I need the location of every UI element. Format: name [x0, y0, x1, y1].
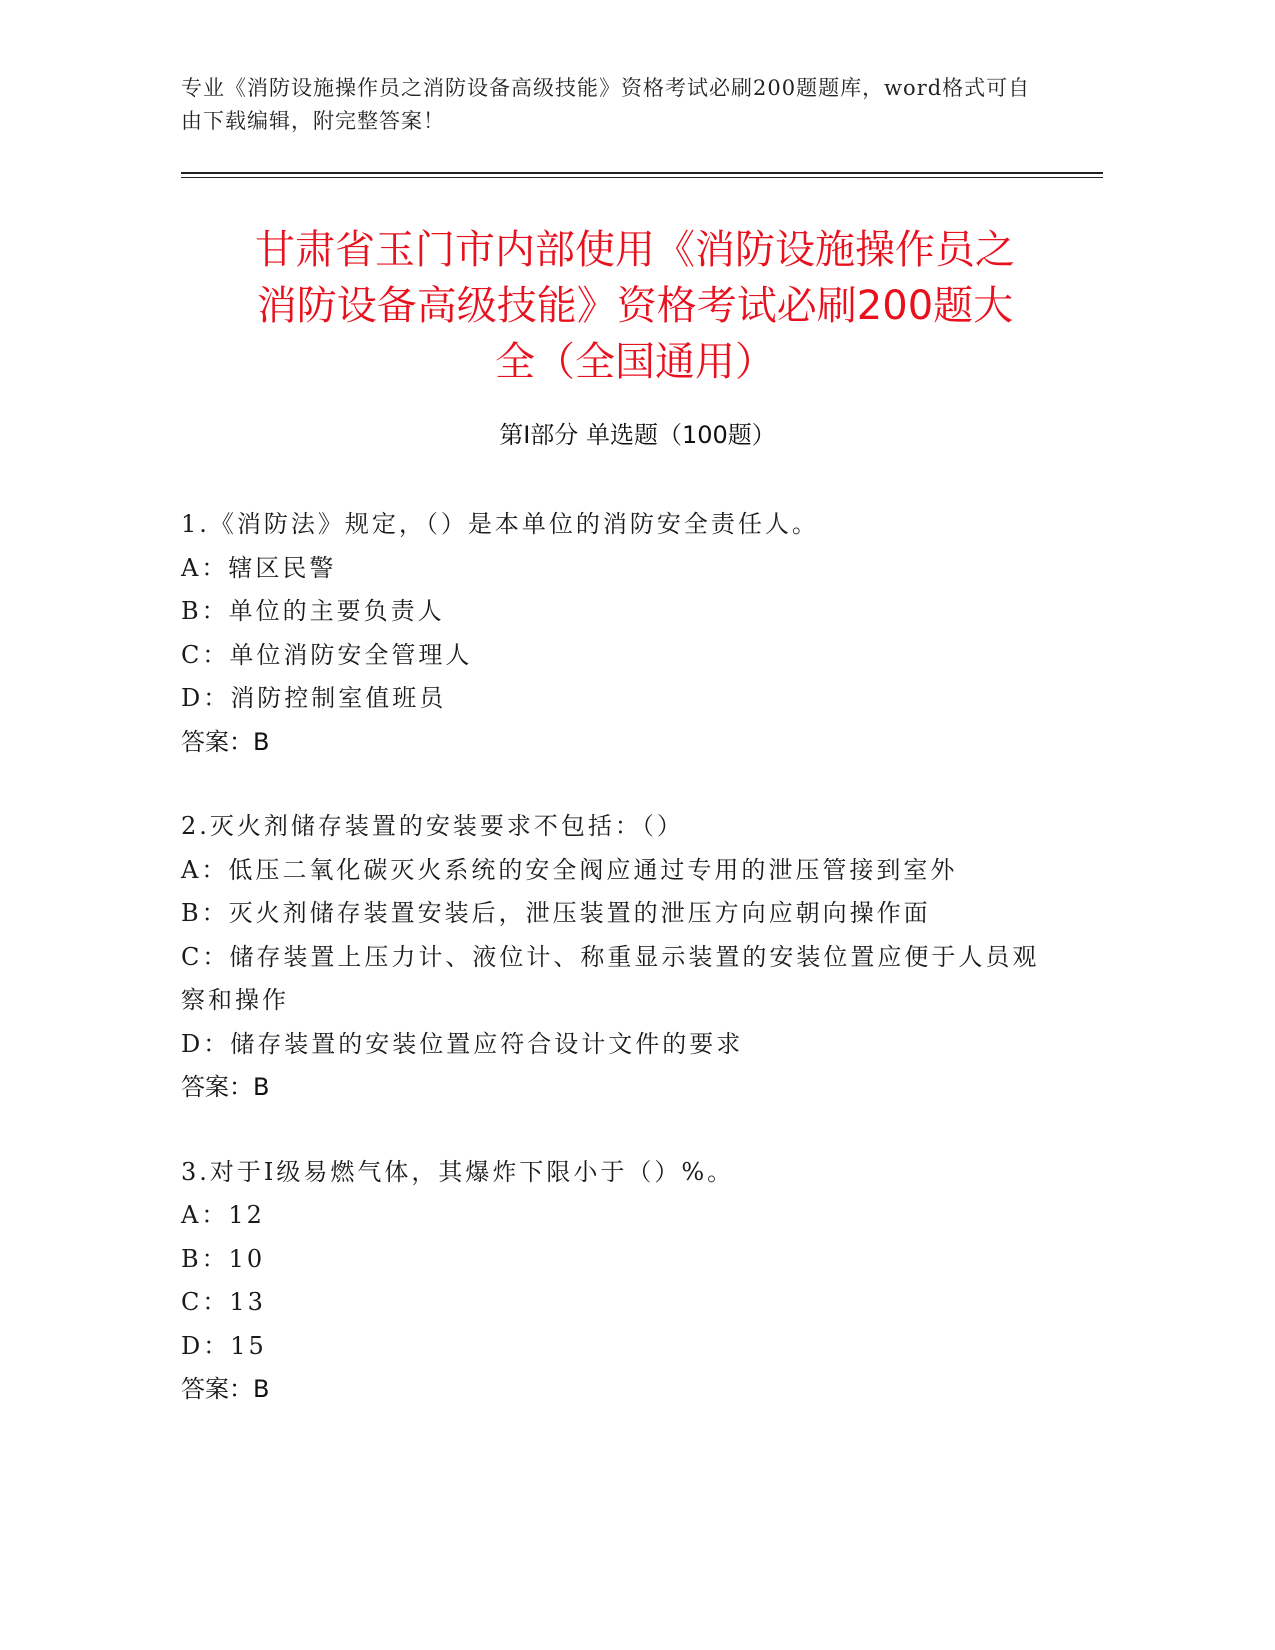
- header-divider-thin: [181, 177, 1103, 178]
- option-b: B：灭火剂储存装置安装后，泄压装置的泄压方向应朝向操作面: [181, 899, 931, 927]
- option-c: C：单位消防安全管理人: [181, 640, 473, 669]
- answer: 答案：B: [181, 1073, 270, 1101]
- question-3: [181, 1151, 1041, 1412]
- question-list: [181, 503, 1041, 1453]
- document-title-line-1: 甘肃省玉门市内部使用《消防设施操作员之: [255, 227, 1015, 273]
- question-1: [181, 503, 1041, 764]
- option-d: D：消防控制室值班员: [181, 684, 447, 712]
- option-a: A：辖区民警: [181, 553, 337, 582]
- header-divider-thick: [181, 172, 1103, 174]
- option-c: C：13: [181, 1288, 266, 1316]
- document-title: [185, 222, 1085, 390]
- answer: 答案：B: [181, 727, 270, 756]
- answer: 答案：B: [181, 1375, 270, 1403]
- option-c: C：储存装置上压力计、液位计、称重显示装置的安装位置应便于人员观察和操作: [181, 942, 1040, 1014]
- section-heading: 第Ⅰ部分 单选题（100题）: [499, 421, 776, 449]
- question-2: [181, 805, 1041, 1110]
- question-stem: 2.灭火剂储存装置的安装要求不包括：（）: [181, 812, 684, 840]
- option-d: D：储存装置的安装位置应符合设计文件的要求: [181, 1029, 744, 1058]
- option-a: A：12: [181, 1201, 265, 1229]
- option-b: B：单位的主要负责人: [181, 597, 445, 625]
- option-d: D：15: [181, 1331, 267, 1360]
- question-stem: 3.对于Ⅰ级易燃气体，其爆炸下限小于（）%。: [181, 1157, 735, 1186]
- option-b: B：10: [181, 1244, 266, 1273]
- question-stem: 1.《消防法》规定，（）是本单位的消防安全责任人。: [181, 510, 819, 538]
- document-title-line-2: 消防设备高级技能》资格考试必刷200题大: [256, 283, 1014, 329]
- option-a: A：低压二氧化碳灭火系统的安全阀应通过专用的泄压管接到室外: [181, 855, 958, 884]
- document-title-line-3: 全（全国通用）: [495, 339, 775, 385]
- header-note: 专业《消防设施操作员之消防设备高级技能》资格考试必刷200题题库，word格式可自由下载编辑，附完整答案！: [181, 76, 1031, 133]
